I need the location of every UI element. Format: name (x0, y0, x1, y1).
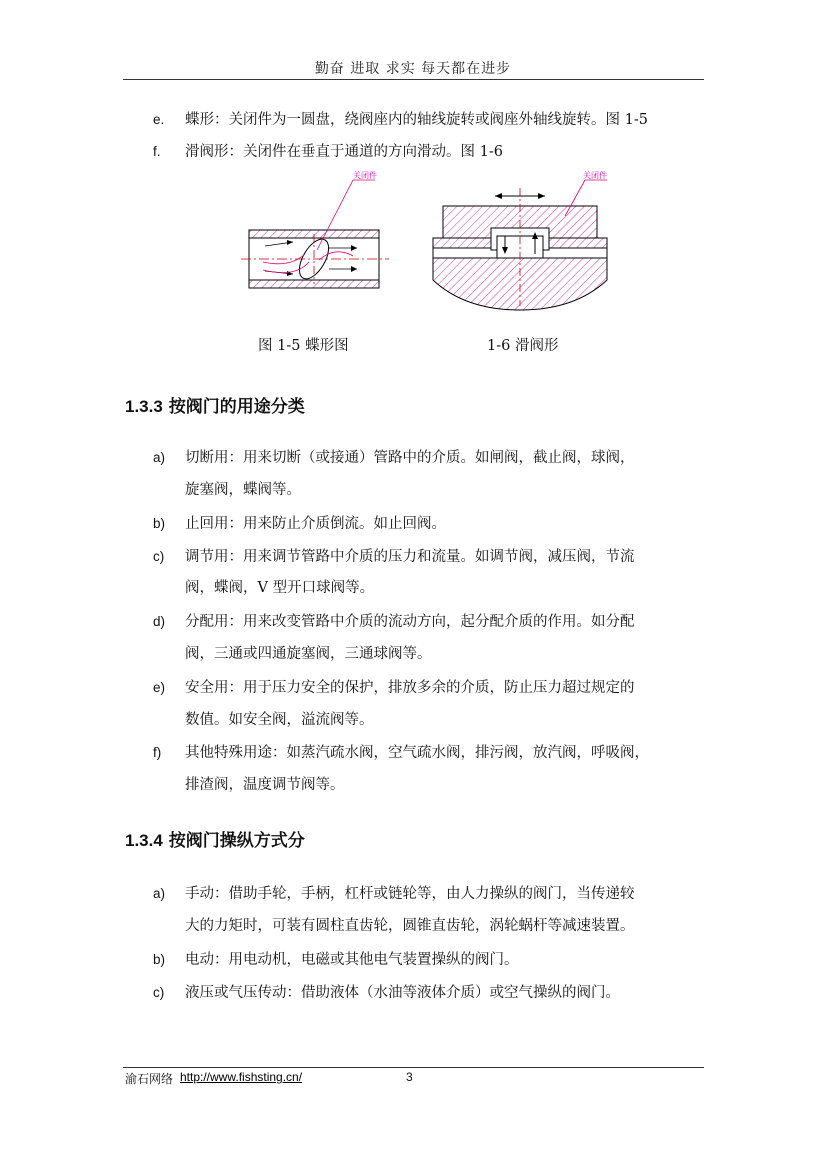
section-title: 按阀门操纵方式分 (168, 831, 305, 851)
fig1-part-label: 关闭件 (353, 171, 377, 180)
list-item-f (153, 140, 503, 161)
list-item (153, 981, 620, 1002)
figure-caption-1-5: 图 1-5 蝶形图 (258, 338, 349, 354)
butterfly-valve-figure (235, 170, 395, 300)
list-item (153, 446, 635, 467)
list-item (153, 610, 635, 631)
list-marker: e) (153, 680, 166, 695)
list-item-text: 其他特殊用途：如蒸汽疏水阀，空气疏水阀，排污阀，放汽阀，呼吸阀， (185, 745, 649, 761)
list-item-text: 液压或气压传动：借助液体（水油等液体介质）或空气操纵的阀门。 (185, 985, 620, 1001)
slide-valve-figure (425, 170, 615, 310)
list-item-continuation: 大的力矩时，可装有圆柱直齿轮，圆锥直齿轮，涡轮蜗杆等减速装置。 (185, 918, 635, 934)
list-marker: a) (153, 886, 166, 901)
list-marker: f) (153, 745, 162, 760)
list-item (153, 882, 635, 903)
figure-caption-1-6: 1-6 滑阀形 (487, 338, 559, 354)
list-marker: e. (153, 112, 165, 127)
list-marker: c) (153, 985, 165, 1000)
list-item (153, 512, 446, 533)
footer-website-link[interactable]: http://www.fishsting.cn/ (180, 1070, 303, 1084)
list-item-text: 蝶形：关闭件为一圆盘，绕阀座内的轴线旋转或阀座外轴线旋转。图 1-5 (185, 112, 648, 128)
list-item (153, 948, 519, 969)
list-item (153, 676, 635, 697)
list-marker: d) (153, 614, 166, 629)
list-item-text: 调节用：用来调节管路中介质的压力和流量。如调节阀，减压阀，节流 (185, 549, 635, 565)
list-item-text: 手动：借助手轮，手柄，杠杆或链轮等，由人力操纵的阀门，当传递较 (185, 886, 635, 902)
page-header: 勤奋 进取 求实 每天都在进步 (314, 61, 512, 77)
list-item-text: 安全用：用于压力安全的保护，排放多余的介质，防止压力超过规定的 (185, 680, 635, 696)
fig2-part-label: 关闭件 (583, 171, 607, 180)
list-item-text: 止回用：用来防止介质倒流。如止回阀。 (185, 516, 446, 532)
list-item-text: 滑阀形：关闭件在垂直于通道的方向滑动。图 1-6 (185, 144, 503, 160)
section-number: 1.3.3 (125, 397, 163, 416)
footer-rule (123, 1067, 704, 1068)
list-item-continuation: 排渣阀，温度调节阀等。 (185, 777, 345, 793)
list-item-continuation: 旋塞阀，蝶阀等。 (185, 482, 301, 498)
list-marker: f. (153, 144, 161, 159)
header-rule (123, 79, 704, 80)
list-item-text: 分配用：用来改变管路中介质的流动方向，起分配介质的作用。如分配 (185, 614, 635, 630)
list-item-continuation: 数值。如安全阀，溢流阀等。 (185, 712, 374, 728)
section-number: 1.3.4 (125, 831, 163, 850)
section-heading-1-3-3 (125, 392, 305, 417)
list-marker: a) (153, 450, 166, 465)
list-item-continuation: 阀，三通或四通旋塞阀，三通球阀等。 (185, 646, 432, 662)
list-marker: b) (153, 952, 166, 967)
list-item (153, 545, 635, 566)
list-item-text: 电动：用电动机，电磁或其他电气装置操纵的阀门。 (185, 952, 519, 968)
list-marker: b) (153, 516, 166, 531)
list-item-e (153, 108, 648, 129)
list-item-continuation: 阀，蝶阀，V 型开口球阀等。 (185, 580, 375, 596)
section-heading-1-3-4 (125, 826, 305, 851)
footer-org-name: 渝石网络 (125, 1072, 174, 1086)
section-title: 按阀门的用途分类 (168, 397, 305, 417)
list-marker: c) (153, 549, 165, 564)
list-item (153, 741, 649, 762)
list-item-text: 切断用：用来切断（或接通）管路中的介质。如闸阀，截止阀，球阀， (185, 450, 635, 466)
page-number: 3 (406, 1070, 413, 1084)
